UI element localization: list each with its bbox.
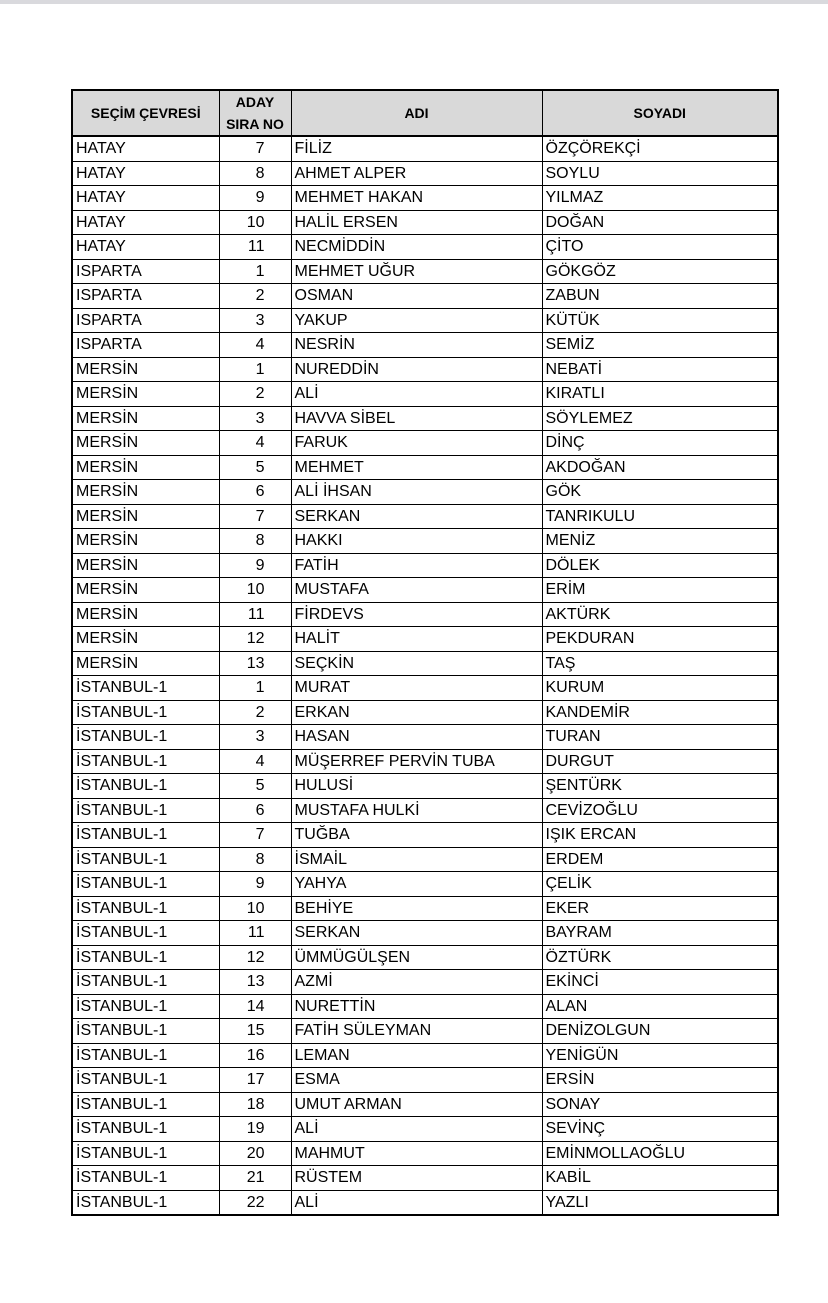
order-number-cell: 2 <box>219 284 291 309</box>
surname-cell: ALAN <box>542 994 778 1019</box>
order-number-cell: 10 <box>219 578 291 603</box>
table-row <box>72 1141 778 1166</box>
district-cell: ISPARTA <box>72 308 219 333</box>
name-cell: SERKAN <box>291 504 542 529</box>
order-number-cell: 3 <box>219 308 291 333</box>
surname-cell: YAZLI <box>542 1190 778 1215</box>
table-row <box>72 529 778 554</box>
name-cell: FİRDEVS <box>291 602 542 627</box>
name-cell: ALİ <box>291 1117 542 1142</box>
surname-cell: MENİZ <box>542 529 778 554</box>
table-row <box>72 1166 778 1191</box>
table-row <box>72 1068 778 1093</box>
order-number-cell: 9 <box>219 186 291 211</box>
order-number-cell: 13 <box>219 970 291 995</box>
table-row <box>72 504 778 529</box>
order-number-cell: 8 <box>219 161 291 186</box>
order-number-cell: 1 <box>219 357 291 382</box>
surname-cell: SOYLU <box>542 161 778 186</box>
order-number-cell: 2 <box>219 700 291 725</box>
table-row <box>72 774 778 799</box>
name-cell: LEMAN <box>291 1043 542 1068</box>
order-number-cell: 7 <box>219 504 291 529</box>
surname-cell: ZABUN <box>542 284 778 309</box>
name-cell: MÜŞERREF PERVİN TUBA <box>291 749 542 774</box>
surname-cell: ERSİN <box>542 1068 778 1093</box>
district-cell: İSTANBUL-1 <box>72 921 219 946</box>
district-cell: ISPARTA <box>72 333 219 358</box>
surname-cell: YILMAZ <box>542 186 778 211</box>
surname-cell: TAŞ <box>542 651 778 676</box>
district-cell: İSTANBUL-1 <box>72 1117 219 1142</box>
surname-cell: GÖKGÖZ <box>542 259 778 284</box>
order-number-cell: 4 <box>219 333 291 358</box>
order-number-cell: 17 <box>219 1068 291 1093</box>
surname-cell: DENİZOLGUN <box>542 1019 778 1044</box>
name-cell: HASAN <box>291 725 542 750</box>
district-cell: MERSİN <box>72 627 219 652</box>
name-cell: SEÇKİN <box>291 651 542 676</box>
name-cell: HALİL ERSEN <box>291 210 542 235</box>
district-cell: MERSİN <box>72 455 219 480</box>
table-row <box>72 627 778 652</box>
table-row <box>72 749 778 774</box>
surname-cell: BAYRAM <box>542 921 778 946</box>
order-number-cell: 9 <box>219 553 291 578</box>
district-cell: HATAY <box>72 235 219 260</box>
order-number-cell: 15 <box>219 1019 291 1044</box>
surname-cell: ŞENTÜRK <box>542 774 778 799</box>
header-order-number <box>219 90 291 136</box>
district-cell: İSTANBUL-1 <box>72 1190 219 1215</box>
table-row <box>72 798 778 823</box>
name-cell: FATİH SÜLEYMAN <box>291 1019 542 1044</box>
district-cell: İSTANBUL-1 <box>72 676 219 701</box>
name-cell: HULUSİ <box>291 774 542 799</box>
order-number-cell: 3 <box>219 725 291 750</box>
surname-cell: ERİM <box>542 578 778 603</box>
name-cell: ALİ İHSAN <box>291 480 542 505</box>
header-district: SEÇİM ÇEVRESİ <box>72 90 219 136</box>
table-row <box>72 235 778 260</box>
table-row <box>72 725 778 750</box>
table-row <box>72 921 778 946</box>
order-number-cell: 11 <box>219 235 291 260</box>
table-row <box>72 651 778 676</box>
district-cell: MERSİN <box>72 602 219 627</box>
district-cell: İSTANBUL-1 <box>72 1166 219 1191</box>
name-cell: YAHYA <box>291 872 542 897</box>
order-number-cell: 7 <box>219 823 291 848</box>
table-row <box>72 161 778 186</box>
surname-cell: DİNÇ <box>542 431 778 456</box>
table-row <box>72 602 778 627</box>
surname-cell: ÖZÇÖREKÇİ <box>542 136 778 161</box>
table-row <box>72 406 778 431</box>
name-cell: FARUK <box>291 431 542 456</box>
order-number-cell: 9 <box>219 872 291 897</box>
header-surname: SOYADI <box>542 90 778 136</box>
district-cell: MERSİN <box>72 651 219 676</box>
table-row <box>72 186 778 211</box>
name-cell: SERKAN <box>291 921 542 946</box>
district-cell: MERSİN <box>72 480 219 505</box>
order-number-cell: 7 <box>219 136 291 161</box>
table-row <box>72 994 778 1019</box>
table-row <box>72 259 778 284</box>
surname-cell: KURUM <box>542 676 778 701</box>
name-cell: AHMET ALPER <box>291 161 542 186</box>
order-number-cell: 4 <box>219 749 291 774</box>
surname-cell: SEVİNÇ <box>542 1117 778 1142</box>
surname-cell: TURAN <box>542 725 778 750</box>
table-row <box>72 308 778 333</box>
name-cell: HAKKI <box>291 529 542 554</box>
order-number-cell: 8 <box>219 847 291 872</box>
table-row <box>72 357 778 382</box>
order-number-cell: 12 <box>219 627 291 652</box>
order-number-cell: 5 <box>219 455 291 480</box>
table-row <box>72 872 778 897</box>
name-cell: HALİT <box>291 627 542 652</box>
district-cell: HATAY <box>72 161 219 186</box>
district-cell: İSTANBUL-1 <box>72 872 219 897</box>
table-row <box>72 333 778 358</box>
surname-cell: EMİNMOLLAOĞLU <box>542 1141 778 1166</box>
name-cell: RÜSTEM <box>291 1166 542 1191</box>
district-cell: İSTANBUL-1 <box>72 896 219 921</box>
surname-cell: AKDOĞAN <box>542 455 778 480</box>
surname-cell: KIRATLI <box>542 382 778 407</box>
district-cell: İSTANBUL-1 <box>72 945 219 970</box>
district-cell: İSTANBUL-1 <box>72 994 219 1019</box>
name-cell: ESMA <box>291 1068 542 1093</box>
name-cell: HAVVA SİBEL <box>291 406 542 431</box>
table-row <box>72 1043 778 1068</box>
order-number-cell: 4 <box>219 431 291 456</box>
header-name: ADI <box>291 90 542 136</box>
table-row <box>72 896 778 921</box>
district-cell: MERSİN <box>72 357 219 382</box>
name-cell: MUSTAFA <box>291 578 542 603</box>
district-cell: HATAY <box>72 186 219 211</box>
surname-cell: IŞIK ERCAN <box>542 823 778 848</box>
surname-cell: GÖK <box>542 480 778 505</box>
district-cell: İSTANBUL-1 <box>72 1092 219 1117</box>
document-sheet <box>71 89 777 1216</box>
name-cell: YAKUP <box>291 308 542 333</box>
surname-cell: DÖLEK <box>542 553 778 578</box>
name-cell: MURAT <box>291 676 542 701</box>
district-cell: MERSİN <box>72 504 219 529</box>
table-row <box>72 578 778 603</box>
district-cell: MERSİN <box>72 529 219 554</box>
name-cell: MEHMET UĞUR <box>291 259 542 284</box>
order-number-cell: 3 <box>219 406 291 431</box>
surname-cell: DOĞAN <box>542 210 778 235</box>
surname-cell: TANRIKULU <box>542 504 778 529</box>
district-cell: HATAY <box>72 210 219 235</box>
district-cell: İSTANBUL-1 <box>72 700 219 725</box>
surname-cell: EKER <box>542 896 778 921</box>
order-number-cell: 20 <box>219 1141 291 1166</box>
name-cell: MUSTAFA HULKİ <box>291 798 542 823</box>
table-row <box>72 284 778 309</box>
header-order-line2: SIRA NO <box>226 116 284 132</box>
district-cell: İSTANBUL-1 <box>72 823 219 848</box>
name-cell: BEHİYE <box>291 896 542 921</box>
surname-cell: PEKDURAN <box>542 627 778 652</box>
surname-cell: ÇELİK <box>542 872 778 897</box>
name-cell: OSMAN <box>291 284 542 309</box>
table-row <box>72 676 778 701</box>
district-cell: İSTANBUL-1 <box>72 1043 219 1068</box>
table-row <box>72 700 778 725</box>
surname-cell: DURGUT <box>542 749 778 774</box>
order-number-cell: 13 <box>219 651 291 676</box>
table-row <box>72 847 778 872</box>
surname-cell: ÖZTÜRK <box>542 945 778 970</box>
table-row <box>72 480 778 505</box>
order-number-cell: 12 <box>219 945 291 970</box>
district-cell: MERSİN <box>72 431 219 456</box>
table-row <box>72 455 778 480</box>
surname-cell: CEVİZOĞLU <box>542 798 778 823</box>
name-cell: NUREDDİN <box>291 357 542 382</box>
surname-cell: SÖYLEMEZ <box>542 406 778 431</box>
order-number-cell: 16 <box>219 1043 291 1068</box>
order-number-cell: 6 <box>219 480 291 505</box>
order-number-cell: 14 <box>219 994 291 1019</box>
name-cell: TUĞBA <box>291 823 542 848</box>
surname-cell: EKİNCİ <box>542 970 778 995</box>
header-order-line1: ADAY <box>235 94 275 110</box>
table-row <box>72 1092 778 1117</box>
surname-cell: ÇİTO <box>542 235 778 260</box>
order-number-cell: 11 <box>219 602 291 627</box>
district-cell: MERSİN <box>72 578 219 603</box>
surname-cell: KABİL <box>542 1166 778 1191</box>
district-cell: İSTANBUL-1 <box>72 970 219 995</box>
district-cell: İSTANBUL-1 <box>72 798 219 823</box>
name-cell: ALİ <box>291 382 542 407</box>
surname-cell: AKTÜRK <box>542 602 778 627</box>
district-cell: İSTANBUL-1 <box>72 1068 219 1093</box>
table-row <box>72 431 778 456</box>
table-row <box>72 823 778 848</box>
name-cell: MEHMET HAKAN <box>291 186 542 211</box>
name-cell: MEHMET <box>291 455 542 480</box>
district-cell: İSTANBUL-1 <box>72 725 219 750</box>
district-cell: İSTANBUL-1 <box>72 1141 219 1166</box>
order-number-cell: 21 <box>219 1166 291 1191</box>
district-cell: ISPARTA <box>72 284 219 309</box>
top-divider <box>0 0 828 4</box>
order-number-cell: 6 <box>219 798 291 823</box>
district-cell: MERSİN <box>72 406 219 431</box>
name-cell: UMUT ARMAN <box>291 1092 542 1117</box>
order-number-cell: 10 <box>219 896 291 921</box>
order-number-cell: 1 <box>219 676 291 701</box>
table-row <box>72 1117 778 1142</box>
name-cell: MAHMUT <box>291 1141 542 1166</box>
name-cell: FATİH <box>291 553 542 578</box>
order-number-cell: 19 <box>219 1117 291 1142</box>
district-cell: ISPARTA <box>72 259 219 284</box>
name-cell: FİLİZ <box>291 136 542 161</box>
order-number-cell: 10 <box>219 210 291 235</box>
table-row <box>72 136 778 161</box>
surname-cell: SONAY <box>542 1092 778 1117</box>
table-header-row <box>72 90 778 136</box>
name-cell: NECMİDDİN <box>291 235 542 260</box>
order-number-cell: 22 <box>219 1190 291 1215</box>
name-cell: ALİ <box>291 1190 542 1215</box>
district-cell: MERSİN <box>72 382 219 407</box>
table-row <box>72 1190 778 1215</box>
order-number-cell: 5 <box>219 774 291 799</box>
name-cell: NURETTİN <box>291 994 542 1019</box>
order-number-cell: 1 <box>219 259 291 284</box>
district-cell: MERSİN <box>72 553 219 578</box>
district-cell: İSTANBUL-1 <box>72 847 219 872</box>
table-row <box>72 1019 778 1044</box>
order-number-cell: 2 <box>219 382 291 407</box>
surname-cell: SEMİZ <box>542 333 778 358</box>
surname-cell: YENİGÜN <box>542 1043 778 1068</box>
name-cell: İSMAİL <box>291 847 542 872</box>
order-number-cell: 18 <box>219 1092 291 1117</box>
table-row <box>72 382 778 407</box>
district-cell: İSTANBUL-1 <box>72 749 219 774</box>
surname-cell: KANDEMİR <box>542 700 778 725</box>
order-number-cell: 11 <box>219 921 291 946</box>
name-cell: NESRİN <box>291 333 542 358</box>
district-cell: İSTANBUL-1 <box>72 774 219 799</box>
name-cell: ÜMMÜGÜLŞEN <box>291 945 542 970</box>
table-body <box>72 136 778 1215</box>
candidate-list-table <box>71 89 779 1216</box>
table-row <box>72 553 778 578</box>
name-cell: ERKAN <box>291 700 542 725</box>
name-cell: AZMİ <box>291 970 542 995</box>
order-number-cell: 8 <box>219 529 291 554</box>
table-row <box>72 945 778 970</box>
surname-cell: NEBATİ <box>542 357 778 382</box>
table-row <box>72 970 778 995</box>
surname-cell: ERDEM <box>542 847 778 872</box>
district-cell: İSTANBUL-1 <box>72 1019 219 1044</box>
district-cell: HATAY <box>72 136 219 161</box>
table-row <box>72 210 778 235</box>
surname-cell: KÜTÜK <box>542 308 778 333</box>
